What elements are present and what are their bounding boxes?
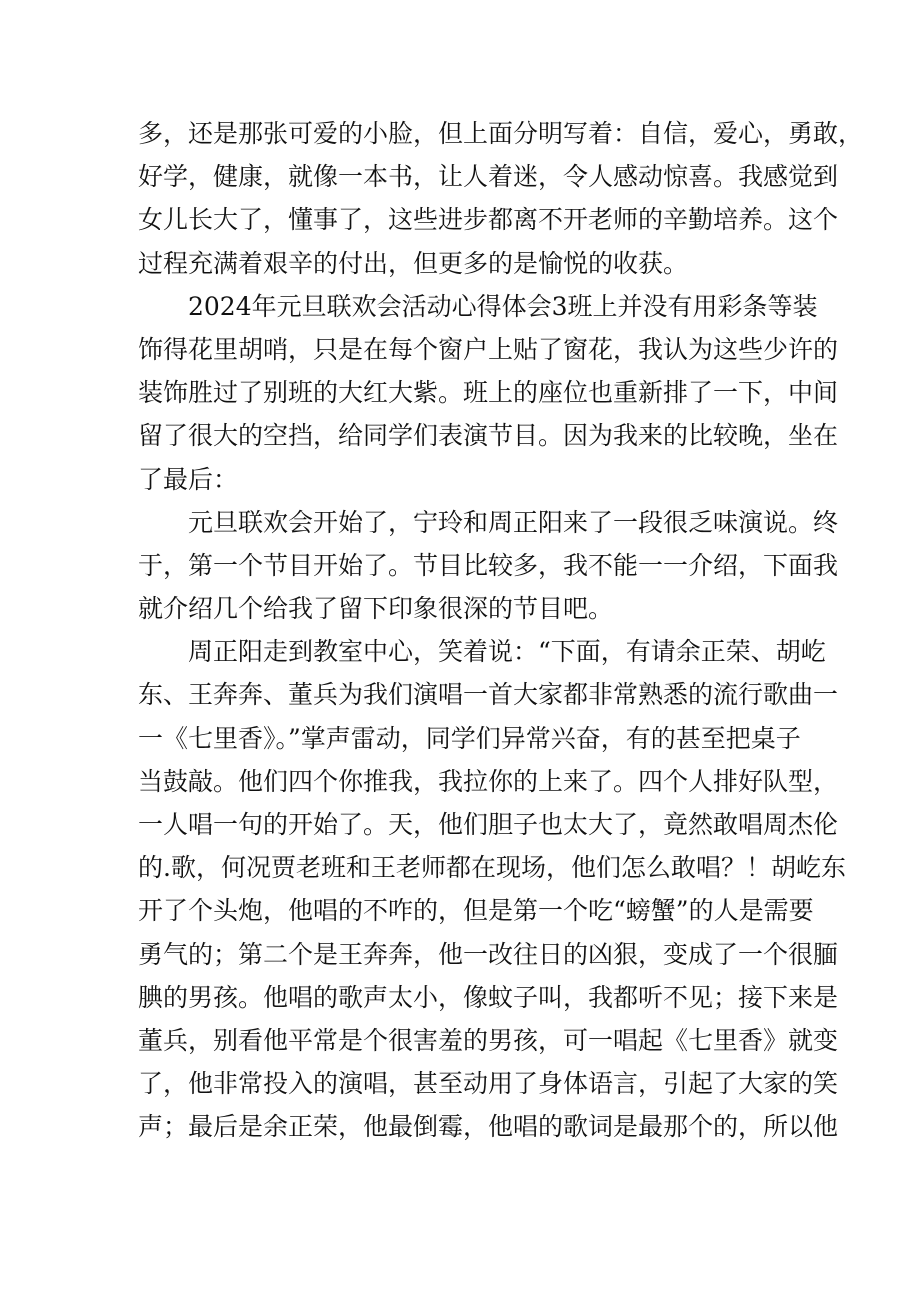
text-line: 了，他非常投入的演唱，甚至动用了身体语言，引起了大家的笑 [138, 1069, 839, 1099]
text-line: 装饰胜过了别班的大红大紫。班上的座位也重新排了一下，中间 [138, 378, 839, 408]
text-line: 元旦联欢会开始了，宁玲和周正阳来了一段很乏味演说。终 [188, 507, 839, 537]
text-line: 过程充满着艰辛的付出，但更多的是愉悦的收获。 [138, 248, 689, 278]
text-line: 留了很大的空挡，给同学们表演节目。因为我来的比较晚，坐在 [138, 421, 839, 451]
text-line: 饰得花里胡哨，只是在每个窗户上贴了窗花，我认为这些少许的 [138, 334, 839, 364]
text-line: 一人唱一句的开始了。天，他们胆子也太大了，竟然敢唱周杰伦 [138, 810, 839, 839]
text-line: 东、王奔奔、董兵为我们演唱一首大家都非常熟悉的流行歌曲一 [138, 680, 839, 710]
text-line: 女儿长大了，懂事了，这些进步都离不开老师的辛勤培养。这个 [138, 205, 839, 235]
text-line: 一《七里香》。”掌声雷动，同学们异常兴奋，有的甚至把桌子 [138, 723, 801, 753]
text-line: 勇气的；第二个是王奔奔，他一改往日的凶狠，变成了一个很腼 [138, 939, 839, 969]
text-line: 腆的男孩。他唱的歌声太小，像蚊子叫，我都听不见；接下来是 [138, 982, 839, 1012]
text-line: 的.歌，何况贾老班和王老师都在现场，他们怎么敢唱？！胡屹东 [138, 853, 846, 883]
text-line: 开了个头炮，他唱的不咋的，但是第一个吃“螃蟹”的人是需要 [138, 896, 814, 926]
text-line: 董兵，别看他平常是个很害羞的男孩，可一唱起《七里香》就变 [138, 1025, 839, 1055]
text-line: 声；最后是余正荣，他最倒霉，他唱的歌词是最那个的，所以他 [138, 1112, 839, 1142]
text-line: 周正阳走到教室中心，笑着说：“下面，有请余正荣、胡屹 [188, 637, 826, 667]
text-line: 了最后： [138, 464, 239, 494]
text-line: 于，第一个节目开始了。节目比较多，我不能一一介绍，下面我 [138, 550, 839, 580]
document-body [138, 112, 864, 1149]
text-line: 当鼓敲。他们四个你推我，我拉你的上来了。四个人排好队型， [138, 766, 839, 796]
text-line: 2024年元旦联欢会活动心得体会3班上并没有用彩条等装 [188, 291, 818, 321]
text-line: 多，还是那张可爱的小脸，但上面分明写着：自信，爱心，勇敢， [138, 119, 864, 148]
text-line: 就介绍几个给我了留下印象很深的节目吧。 [138, 594, 614, 624]
text-line: 好学，健康，就像一本书，让人着迷，令人感动惊喜。我感觉到 [138, 162, 839, 192]
